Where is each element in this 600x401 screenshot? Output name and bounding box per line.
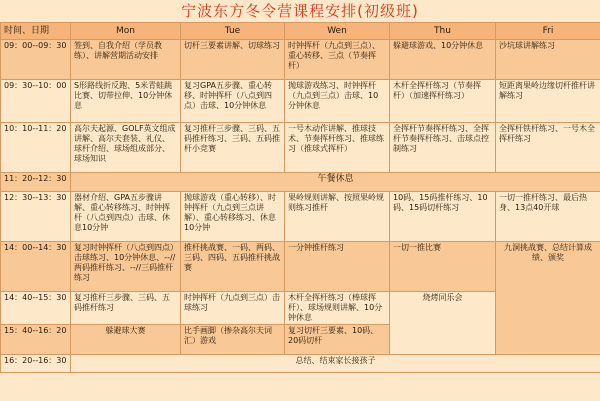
cell-mon: 签到、自我介绍（学员教练）、讲解营期活动安排 — [71, 40, 181, 80]
cell-wen: 复习切杆三要素、10码、20码切杆 — [285, 325, 390, 355]
header-time: 时间、日期 — [1, 23, 71, 40]
time-cell: 11：20--12：30 — [1, 173, 71, 192]
cell-wen: 时钟挥杆（九点到三点）、重心转移、三点（节奏挥杆） — [285, 40, 390, 80]
cell-mon: 复习时钟挥杆（八点到四点）击球练习、10分钟休息、--//两码推杆练习、--//三码推杆练习 — [71, 242, 181, 292]
header-row — [1, 23, 600, 40]
cell-tue: 复习推杆三步骤、三码、五码推杆练习、三码、五码推杆小竞赛 — [181, 123, 285, 173]
header-mon: Mon — [71, 23, 181, 40]
time-cell: 09：00--09：30 — [1, 40, 71, 80]
cell-fri: 一切一推杆练习、最后热身、13点40开球 — [496, 192, 600, 242]
cell-wen: 一号木动作讲解、推球技术、节奏挥杆练习、推球练习（推球式挥杆） — [285, 123, 390, 173]
table-row — [1, 80, 600, 123]
closing-note: 总结、结束家长接孩子 — [71, 355, 600, 373]
table-row — [1, 242, 600, 292]
table-row — [1, 123, 600, 173]
time-cell: 10：10--11：20 — [1, 123, 71, 173]
cell-mon: 高尔夫起源、GOLF英文组成讲解、高尔夫套装、礼仪、球杆介绍、球场组成部分、球场知识 — [71, 123, 181, 173]
cell-wen: 木杆全挥杆练习（棒球挥杆）、球场规则讲解、10分钟休息 — [285, 292, 390, 325]
table-row — [1, 355, 600, 373]
cell-tue: 复习GPA五步骤、重心转移、时钟挥杆（八点到四点）击球、10分钟休息 — [181, 80, 285, 123]
time-cell: 14：40--15：30 — [1, 292, 71, 325]
cell-mon: S形路线折反跑、5米青蛙跳比赛、切带拉伸、10分钟休息 — [71, 80, 181, 123]
time-cell: 09：30--10：00 — [1, 80, 71, 123]
table-row — [1, 40, 600, 80]
cell-mon: 复习推杆三步骤、三码、五码推杆练习 — [71, 292, 181, 325]
cell-tue: 时钟挥杆（九点到三点）击球练习 — [181, 292, 285, 325]
cell-wen: 一分钟推杆练习 — [285, 242, 390, 292]
lunch-break: 午餐休息 — [71, 173, 600, 192]
cell-thu: 木杆全挥杆练习（节奏挥杆）（加速挥杆练习） — [390, 80, 496, 123]
time-cell: 12：30--13：30 — [1, 192, 71, 242]
time-cell: 15：40--16：20 — [1, 325, 71, 355]
table-row — [1, 192, 600, 242]
cell-mon: 躲避球大赛 — [71, 325, 181, 355]
cell-tue: 比手画脚（掺杂高尔夫词汇）游戏 — [181, 325, 285, 355]
header-thu: Thu — [390, 23, 496, 40]
schedule-table — [0, 22, 600, 373]
cell-fri: 九洞挑战赛、总结计算成绩、颁奖 — [496, 242, 600, 355]
cell-fri: 短距离果岭边缘切杆推杆讲解练习 — [496, 80, 600, 123]
cell-fri: 沙坑球讲解练习 — [496, 40, 600, 80]
time-cell: 14：00--14：30 — [1, 242, 71, 292]
cell-wen: 果岭规则讲解、按照果岭规则练习推杆 — [285, 192, 390, 242]
cell-thu: 烧烤同乐会 — [390, 292, 496, 355]
cell-tue: 切杆三要素讲解、切球练习 — [181, 40, 285, 80]
cell-thu: 全挥杆节奏挥杆练习、全挥杆节奏挥杆练习、击球点控制练习 — [390, 123, 496, 173]
cell-fri: 全挥杆铁杆练习、一号木全挥杆练习 — [496, 123, 600, 173]
page-title: 宁波东方冬令营课程安排(初级班) — [0, 0, 600, 22]
time-cell: 16：20--16：30 — [1, 355, 71, 373]
cell-thu: 一切一推比赛 — [390, 242, 496, 292]
header-fri: Fri — [496, 23, 600, 40]
cell-mon: 器材介绍、GPA五步骤讲解、重心转移练习、时钟挥杆（八点到四点）击球、休息10分钟 — [71, 192, 181, 242]
table-row — [1, 173, 600, 192]
cell-tue: 推杆挑战赛、一码、两码、三码、四码、五码推杆挑战赛 — [181, 242, 285, 292]
header-wen: Wen — [285, 23, 390, 40]
cell-thu: 10码、15码推杆练习、10码、15码切杆练习 — [390, 192, 496, 242]
cell-thu: 躲避球游戏、10分钟休息 — [390, 40, 496, 80]
cell-tue: 抛球游戏（重心转移）、时钟挥杆（九点到三点讲解）、重心转移练习、休息10分钟 — [181, 192, 285, 242]
header-tue: Tue — [181, 23, 285, 40]
cell-wen: 抛球游戏练习、时钟挥杆（九点到三点）击球、10分钟休息 — [285, 80, 390, 123]
